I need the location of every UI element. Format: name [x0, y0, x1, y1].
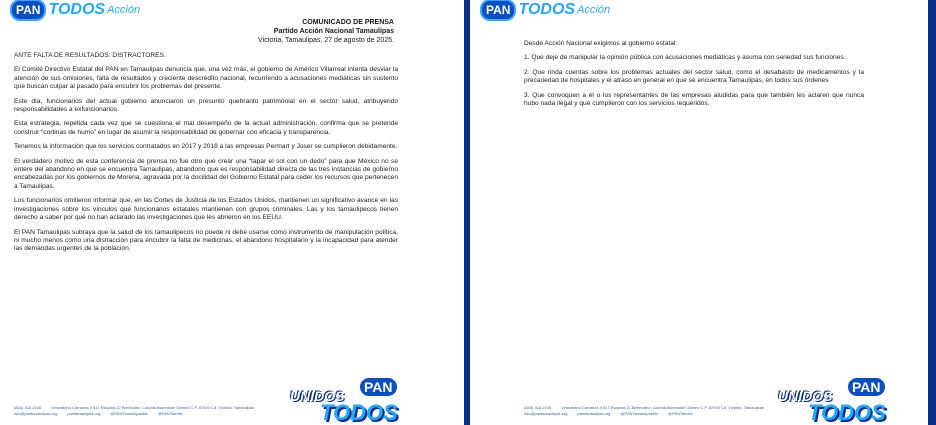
paragraph: Los funcionarios omitieron informar que, en las Cortes de Justicia de los Estados Unidos, mantienen un significativo avance en las investigaciones sobre los vínculos que funcionarios estatales mantienen con grupos criminales. Las y los tamaulipecos tienen derecho a saber por qué no han aclarado las investigaciones que les abrieron en los EEUU. [14, 197, 398, 222]
demand-item: 3. Que convoquen a él o los representantes de las empresas aludidas para que también les aclaren que nunca hubo nada ilegal y que cumplieron con los servicios requeridos. [524, 91, 864, 108]
press-body [14, 52, 398, 260]
press-title: COMUNICADO DE PRENSA [302, 19, 394, 26]
footer-x-handle: @PANTamMx [157, 411, 183, 416]
unidos-todos-badge [290, 374, 410, 425]
demand-item: 1. Que deje de manipular la opinión pública con acusaciones mediáticas y asuma con seriedad sus funciones. [524, 54, 846, 62]
pan-logo [10, 0, 140, 20]
press-release-page-2 [470, 0, 936, 425]
pan-logo [480, 0, 610, 20]
demand-item: 2. Que rinda cuentas sobre los problemas actuales del sector salud, como el desabasto de medicamentos y la precariedad de hospitales y el atraso en general en que se encuentra Tamaulipas, en todos sus órdenes [524, 68, 864, 85]
footer-phone: (834) 318 2100 [524, 405, 552, 410]
badge-todos: TODOS [808, 400, 886, 425]
badge-unidos: UNIDOS [778, 388, 833, 404]
footer-phone: (834) 318 2100 [14, 405, 42, 410]
paragraph: Tenemos la información que los servicios contratados en 2017 y 2018 a las empresas Permart y Joser se cumplieron debidamente. [14, 143, 398, 151]
paragraph: Esta estrategia, repetida cada vez que se cuestiona el mal desempeño de la actual administración, confirma que se pretende construir “cortinas de humo” en lugar de asumir la responsabilidad de gobernar con eficacia y transparencia. [14, 120, 398, 136]
footer-social: @PANTamaulipasMx [110, 411, 148, 416]
footer-email: info@pantamaulipas.org [524, 411, 568, 416]
pan-logo-badge: PAN [480, 0, 516, 21]
footer-web: pantamaulipas.org [67, 411, 101, 416]
badge-todos: TODOS [320, 400, 398, 425]
press-heading: ANTE FALTA DE RESULTADOS: DISTRACTORES. [14, 52, 166, 59]
unidos-todos-badge [778, 374, 898, 425]
footer [14, 405, 314, 417]
footer-web: pantamaulipas.org [577, 411, 611, 416]
paragraph: Este día, funcionarios del actual gobierno anunciaron un presunto quebranto patrimonial en el sector salud, atribuyendo responsabilidades a exfuncionarios. [14, 97, 398, 114]
demands-body [524, 40, 864, 114]
place-date: Victoria, Tamaulipas, 27 de agosto de 2025. [258, 37, 394, 44]
footer-email: info@pantamaulipas.org [14, 411, 58, 416]
badge-unidos: UNIDOS [290, 388, 345, 404]
paragraph: El verdadero motivo de esta conferencia de prensa no fue otro que crear una “tapar el sol con un dedo” para que México no se entere del abandono en que se encuentra Tamaulipas, abandono que es responsabilidad directa de las tres instancias de gobierno encabezadas por los gobiernos de Morena, agravada por la docilidad del Gobierno Estatal para ceder los recursos que pertenecen a Tamaulipas. [14, 157, 398, 190]
pan-logo-badge: PAN [10, 0, 46, 21]
press-release-page-1 [0, 0, 466, 425]
paragraph: El PAN Tamaulipas subraya que la salud de los tamaulipecos no puede ni debe usarse como instrumento de manipulación política, ni mucho menos como una distracción para encubrir la falta de medicinas, el abandono hospitalario y la incapacidad para atender las demandas urgentes de la población. [14, 228, 398, 253]
press-header [258, 18, 394, 45]
pan-logo-todos: TODOS [518, 1, 576, 18]
footer-address: Venustiano Carranza # 517 Esquina 22 Bermúdez, Colonia Ascensión Gómez C.P. 87000 Cd. Victoria, Tamaulipas [561, 405, 764, 410]
party-name: Partido Acción Nacional Tamaulipas [273, 28, 394, 35]
pan-logo-todos: TODOS [48, 1, 106, 18]
demands-intro: Desde Acción Nacional exigimos al gobierno estatal: [524, 40, 678, 47]
pan-logo-accion: Acción [577, 4, 611, 16]
right-border [928, 0, 936, 425]
pan-logo-accion: Acción [107, 4, 141, 16]
paragraph: El Comité Directivo Estatal del PAN en Tamaulipas denuncia que, una vez más, el gobierno de Américo Villarreal intenta desviar la atención de sus omisiones, falta de resultados y creciente descrédito nacional, recurriendo a acusaciones mediáticas sin sustento que buscan culpar al pasado para encubrir los problemas del presente. [14, 66, 398, 91]
footer-social: @PANTamaulipasMx [620, 411, 658, 416]
badge-pan: PAN [358, 376, 399, 398]
footer-address: Venustiano Carranza # 517 Esquina 22 Bermúdez, Colonia Ascensión Gómez C.P. 87000 Cd. Victoria, Tamaulipas [51, 405, 254, 410]
badge-pan: PAN [846, 376, 887, 398]
footer-x-handle: @PANTamMx [667, 411, 693, 416]
